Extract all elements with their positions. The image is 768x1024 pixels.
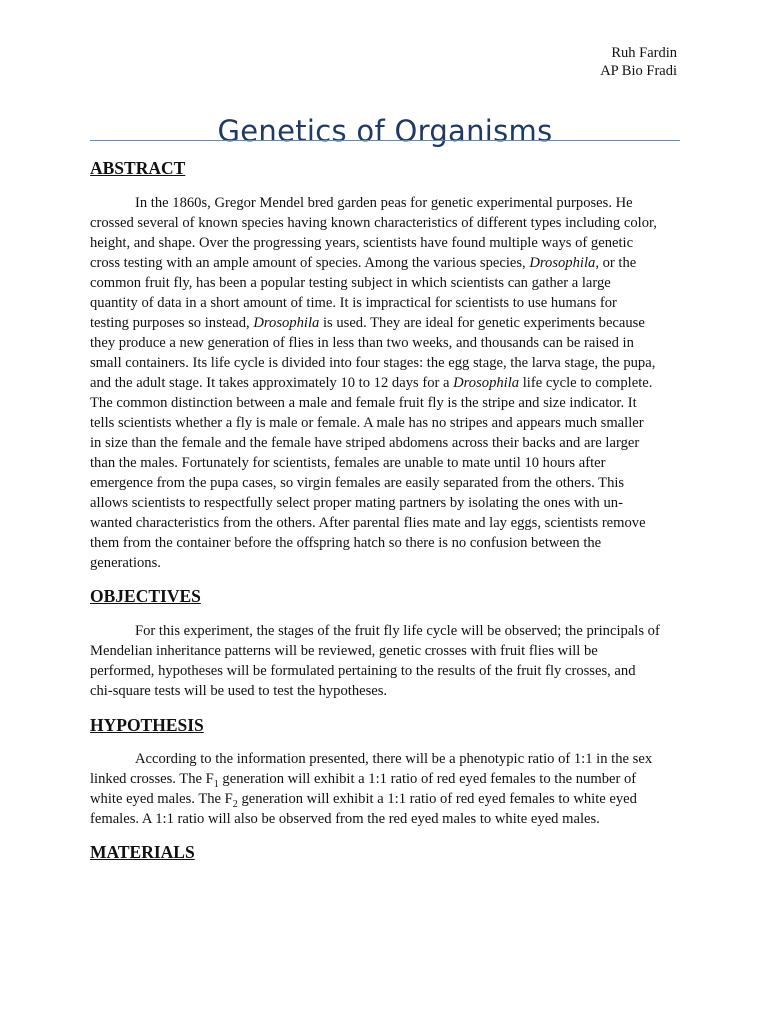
paragraph-line (90, 453, 680, 473)
paragraph-text: and the adult stage. It takes approximately 10 to 12 days for a (90, 375, 454, 391)
paragraph-line (90, 253, 680, 273)
paragraph-line (90, 493, 680, 513)
abstract-heading: ABSTRACT (90, 158, 186, 178)
species-name: Drosophila (529, 255, 596, 271)
paragraph-line (90, 333, 680, 353)
paragraph-text: emergence from the pupa cases, so virgin females are easily separated from the others. This (90, 475, 625, 491)
paragraph-text: allows scientists to respectfully select proper mating partners by isolating the ones with un- (90, 495, 623, 511)
hypothesis-line (90, 809, 680, 829)
paragraph-line (90, 641, 680, 661)
hypothesis-text: According to the information presented, there will be a phenotypic ratio of 1:1 in the sex (135, 751, 653, 767)
paragraph-line (90, 373, 680, 393)
hypothesis-line (90, 749, 680, 769)
paragraph-text: generations. (90, 555, 161, 571)
paragraph-text: performed, hypotheses will be formulated pertaining to the results of the fruit fly crosses, and (90, 663, 636, 679)
paragraph-line (90, 433, 680, 453)
paragraph-text: they produce a new generation of flies in less than two weeks, and thousands can be raised in (90, 335, 634, 351)
objectives-paragraph (90, 621, 680, 701)
paragraph-line (90, 353, 680, 373)
paragraph-text: them from the container before the offspring hatch so there is no confusion between the (90, 535, 602, 551)
paragraph-text: than the males. Fortunately for scientists, females are unable to mate until 10 hours after (90, 455, 606, 471)
title-divider (90, 140, 680, 141)
paragraph-line (90, 681, 680, 701)
paragraph-text: in size than the female and the female have striped abdomens across their backs and are larger (90, 435, 640, 451)
materials-heading: MATERIALS (90, 842, 195, 862)
objectives-heading: OBJECTIVES (90, 586, 201, 606)
paragraph-line (90, 533, 680, 553)
paragraph-text: common fruit fly, has been a popular testing subject in which scientists can gather a large (90, 275, 611, 291)
paragraph-line (90, 213, 680, 233)
course-name: AP Bio Fradi (600, 63, 677, 79)
author-name: Ruh Fardin (611, 45, 677, 61)
paragraph-text: In the 1860s, Gregor Mendel bred garden peas for genetic experimental purposes. He (135, 195, 633, 211)
hypothesis-line (90, 769, 680, 789)
paragraph-text: tells scientists whether a fly is male or female. A male has no stripes and appears much smaller (90, 415, 644, 431)
paragraph-text: crossed several of known species having known characteristics of different types including color, (90, 215, 657, 231)
document-title: Genetics of Organisms (217, 114, 553, 149)
species-name: Drosophila (453, 375, 520, 391)
paragraph-line (90, 393, 680, 413)
paragraph-text: The common distinction between a male and female fruit fly is the stripe and size indicator. It (90, 395, 637, 411)
hypothesis-heading: HYPOTHESIS (90, 715, 204, 735)
paragraph-line (90, 293, 680, 313)
generation-subscript: 1 (213, 778, 219, 790)
paragraph-text: cross testing with an ample amount of species. Among the various species, (90, 255, 530, 271)
paragraph-text: height, and shape. Over the progressing years, scientists have found multiple ways of genetic (90, 235, 634, 251)
paragraph-line (90, 413, 680, 433)
hypothesis-text: linked crosses. The F (90, 771, 214, 787)
hypothesis-paragraph (90, 749, 680, 829)
abstract-paragraph (90, 193, 680, 573)
hypothesis-text: white eyed males. The F (90, 791, 233, 807)
paragraph-text: small containers. Its life cycle is divided into four stages: the egg stage, the larva stage, the pupa, (90, 355, 656, 371)
paragraph-line (90, 661, 680, 681)
hypothesis-text: generation will exhibit a 1:1 ratio of red eyed females to the number of (218, 771, 637, 787)
paragraph-line (90, 273, 680, 293)
paragraph-text: For this experiment, the stages of the fruit fly life cycle will be observed; the principals of (135, 623, 660, 639)
paragraph-line (90, 193, 680, 213)
paragraph-text: Mendelian inheritance patterns will be reviewed, genetic crosses with fruit flies will be (90, 643, 598, 659)
paragraph-text: chi-square tests will be used to test the hypotheses. (90, 683, 388, 699)
hypothesis-text: generation will exhibit a 1:1 ratio of red eyed females to white eyed (237, 791, 637, 807)
paragraph-text: testing purposes so instead, (90, 315, 254, 331)
author-block (600, 44, 677, 80)
paragraph-line (90, 621, 680, 641)
paragraph-line (90, 513, 680, 533)
hypothesis-text: females. A 1:1 ratio will also be observed from the red eyed males to white eyed males. (90, 811, 600, 827)
paragraph-text: is used. They are ideal for genetic experiments because (319, 315, 645, 331)
species-name: Drosophila (253, 315, 320, 331)
paragraph-line (90, 553, 680, 573)
paragraph-text: wanted characteristics from the others. After parental flies mate and lay eggs, scientists remove (90, 515, 646, 531)
paragraph-text: quantity of data in a short amount of time. It is impractical for scientists to use humans for (90, 295, 617, 311)
hypothesis-line (90, 789, 680, 809)
paragraph-text: , or the (595, 255, 637, 271)
generation-subscript: 2 (232, 798, 238, 810)
paragraph-text: life cycle to complete. (519, 375, 653, 391)
paragraph-line (90, 473, 680, 493)
paragraph-line (90, 233, 680, 253)
paragraph-line (90, 313, 680, 333)
